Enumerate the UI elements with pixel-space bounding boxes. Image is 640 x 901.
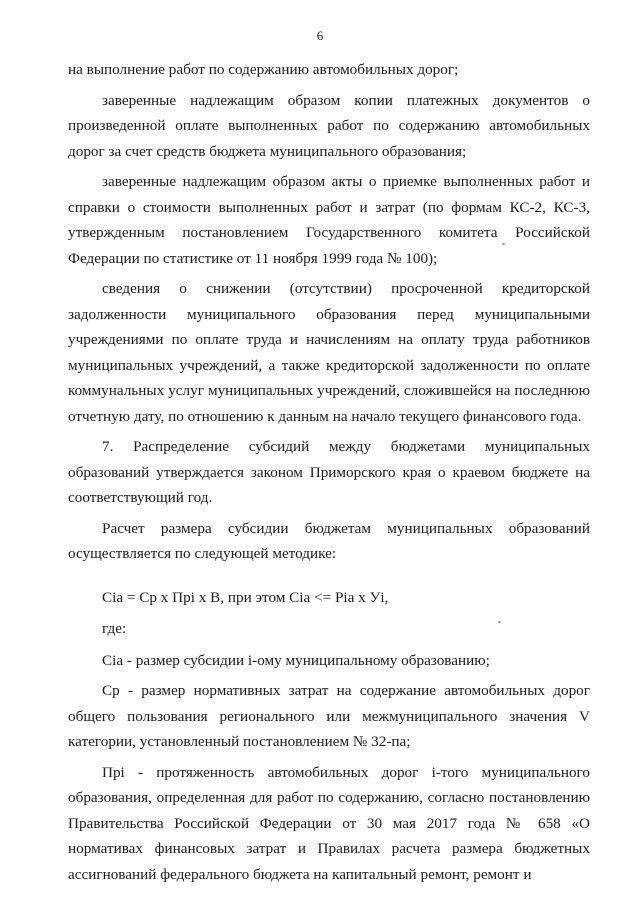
paragraph: сведения о снижении (отсутствии) просроченной кредиторской задолженности муниципального образования перед муниципальными учреждениями по оплате труда и начислениям на оплату труда работников муниципальных учреждений, а также кредиторской задолженности по оплате коммунальных услуг муниципальных учреждений, сложившейся на последнюю отчетную дату, по отношению к данным на начало текущего финансового года. (68, 280, 590, 425)
paragraph: Расчет размера субсидии бюджетам муниципальных образований осуществляется по следующей методике: (68, 519, 590, 562)
paragraph: где: (102, 620, 127, 637)
page-number: 6 (316, 28, 324, 43)
paragraph: 7. Распределение субсидий между бюджетами муниципальных образований утверждается законом Приморского края о краевом бюджете на соответствующий год. (68, 438, 590, 506)
formula: Сiа = Ср х Прi х В, при этом Сiа <= Рiа х Уi, (102, 588, 389, 606)
paragraph: на выполнение работ по содержанию автомобильных дорог; (68, 61, 459, 78)
paragraph: Ср - размер нормативных затрат на содержание автомобильных дорог общего пользования регионального или межмуниципального значения V категории, установленный постановлением № 32-па; (68, 682, 590, 750)
paragraph: Прi - протяженность автомобильных дорог i-того муниципального образования, определенная для работ по содержанию, согласно постановлению Правительства Российской Федерации от 30 мая 2017 года № 658 «О нормативах финансовых затрат и Правилах расчета размера бюджетных ассигнований федерального бюджета на капитальный ремонт, ремонт и (68, 763, 590, 883)
paragraph: Сiа - размер субсидии i-ому муниципальному образованию; (102, 651, 490, 669)
document-body (68, 57, 590, 887)
paragraph: заверенные надлежащим образом копии платежных документов о произведенной оплате выполненных работ по содержанию автомобильных дорог за счет средств бюджета муниципального образования; (68, 91, 590, 160)
paragraph: заверенные надлежащим образом акты о приемке выполненных работ и справки о стоимости выполненных работ и затрат (по формам КС-2, КС-3, утвержденным постановлением Государственного комитета Российской Федерации по статистике от 11 ноября 1999 года № 100); (68, 173, 590, 267)
